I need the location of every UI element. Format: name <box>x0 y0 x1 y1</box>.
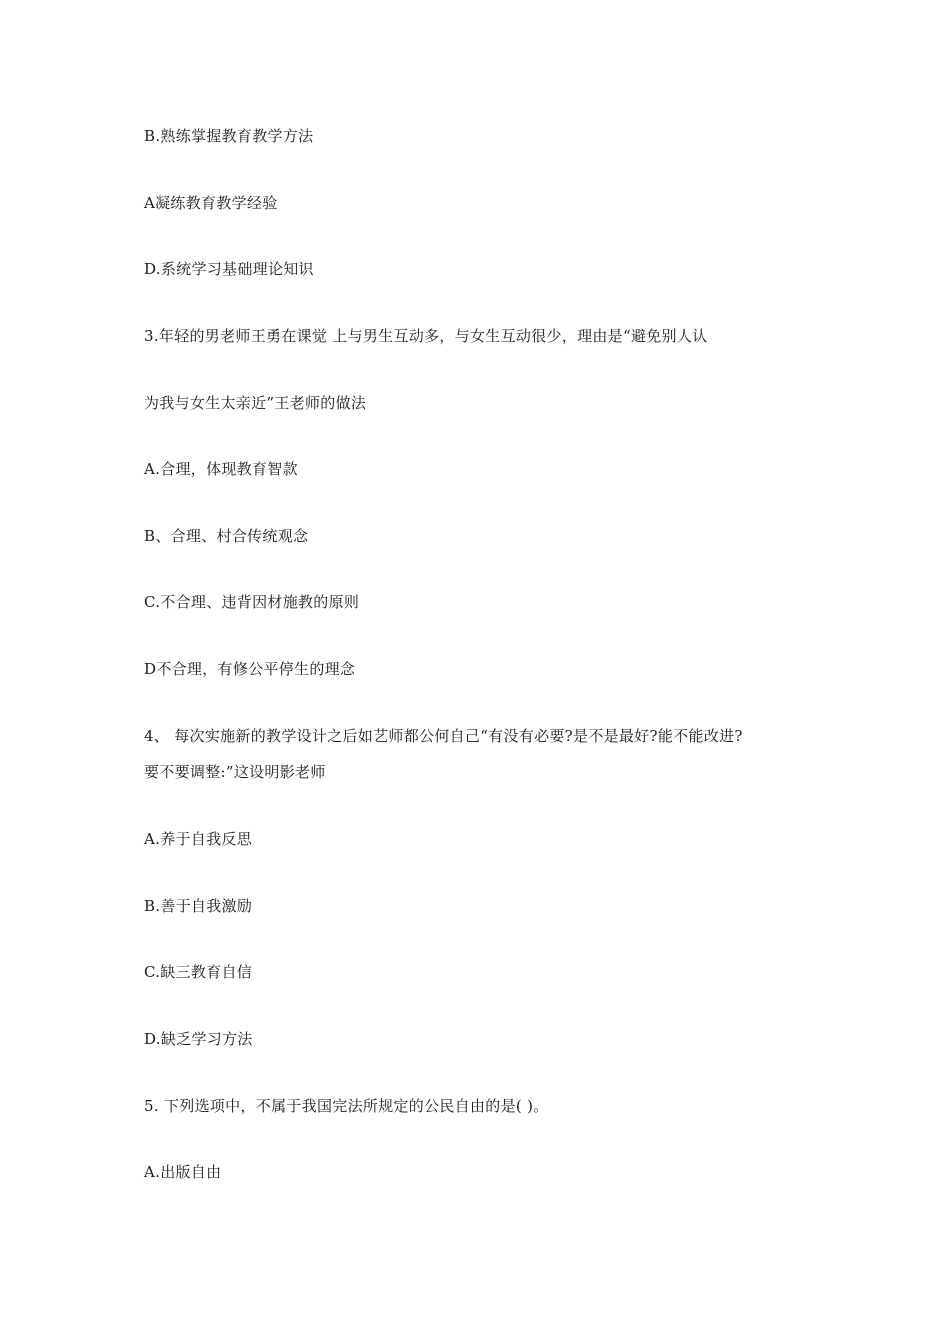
option-d-q3: D不合理，有修公平停生的理念 <box>144 660 356 678</box>
question-4-line-1: 4、 每次实施新的教学设计之后如艺师都公何自己“有没有必要?是不是最好?能不能改进? <box>144 727 743 745</box>
option-a-q4: A.养于自我反思 <box>144 830 253 848</box>
option-b-q4: B.善于自我激励 <box>144 897 253 915</box>
option-a-q3: A.合理，体现教育智款 <box>144 460 298 478</box>
option-a-q5: A.出版自由 <box>144 1163 222 1181</box>
question-3-line-1: 3.年轻的男老师王勇在课觉 上与男生互动多，与女生互动很少，理由是“避免别人认 <box>144 327 708 345</box>
question-3-line-2: 为我与女生太亲近”王老师的做法 <box>144 394 367 412</box>
option-c-q3: C.不合理、违背因材施教的原则 <box>144 593 360 611</box>
option-c-q4: C.缺三教育自信 <box>144 963 253 981</box>
option-d-q2: D.系统学习基础理论知识 <box>144 260 314 278</box>
question-5: 5. 下列选项中，不属于我国完法所规定的公民自由的是( )。 <box>144 1097 549 1115</box>
option-b-q3: B、合理、村合传统观念 <box>144 527 309 545</box>
option-a-q2: A凝练教育教学经验 <box>144 194 278 212</box>
question-4-line-2: 要不要调整:”这设明影老师 <box>144 763 326 781</box>
option-d-q4: D.缺乏学习方法 <box>144 1030 253 1048</box>
option-b-q2: B.熟练掌握教育教学方法 <box>144 127 314 145</box>
